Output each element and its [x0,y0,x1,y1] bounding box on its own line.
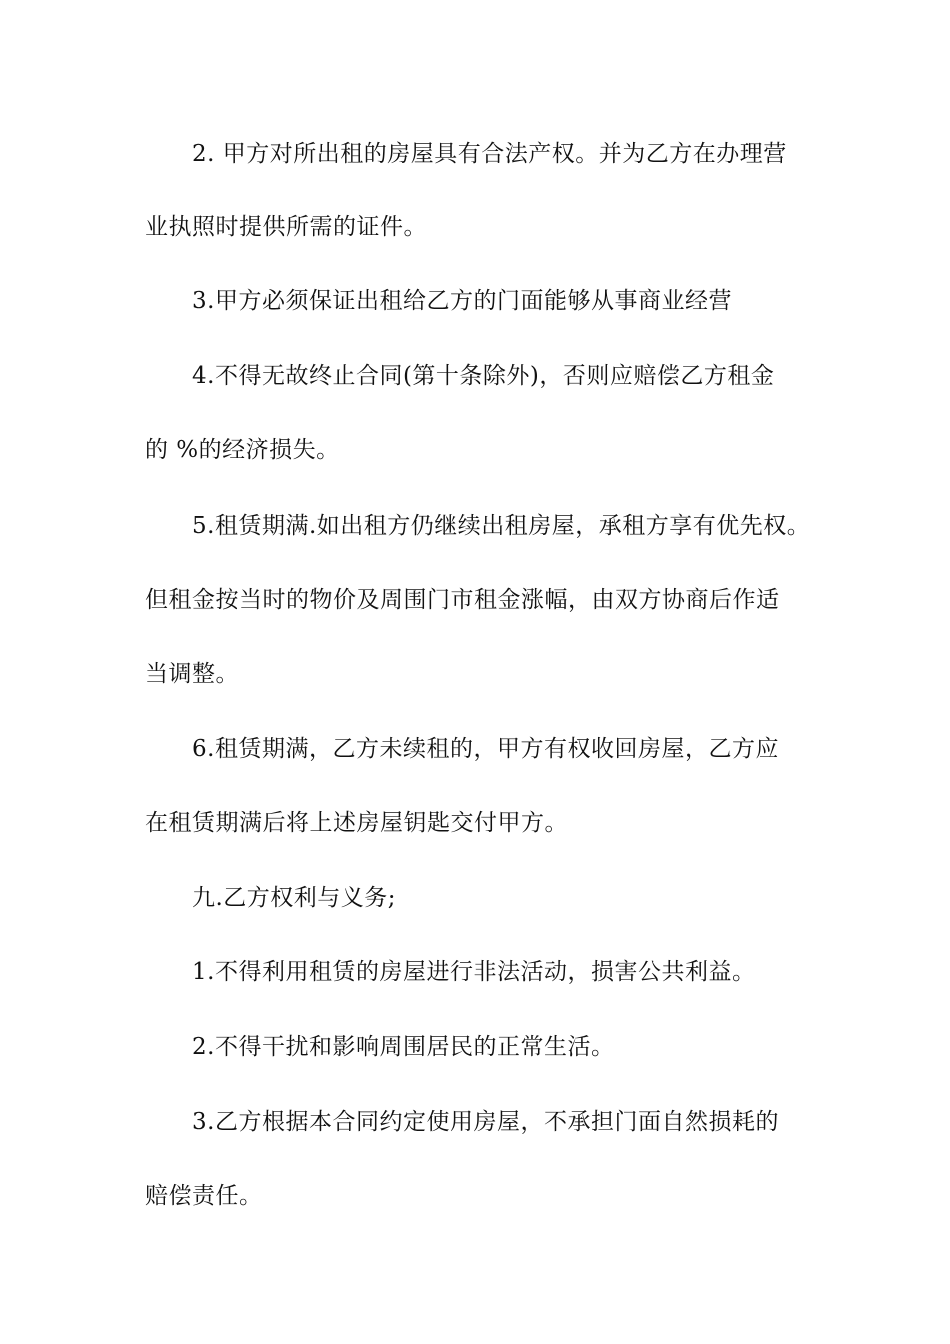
paragraph-line: 但租金按当时的物价及周围门市租金涨幅，由双方协商后作适 [145,587,780,613]
paragraph-line: 4.不得无故终止合同(第十条除外)，否则应赔偿乙方租金 [192,363,775,389]
paragraph-line: 2. 甲方对所出租的房屋具有合法产权。并为乙方在办理营 [192,141,787,167]
paragraph-line: 当调整。 [145,661,239,687]
paragraph-line: 2.不得干扰和影响周围居民的正常生活。 [192,1034,615,1060]
paragraph-line: 3.乙方根据本合同约定使用房屋，不承担门面自然损耗的 [192,1109,779,1135]
paragraph-line: 6.租赁期满，乙方未续租的，甲方有权收回房屋，乙方应 [192,736,779,762]
paragraph-line: 3.甲方必须保证出租给乙方的门面能够从事商业经营 [192,288,732,314]
paragraph-line: 赔偿责任。 [145,1183,263,1209]
section-heading: 九.乙方权利与义务; [192,885,397,911]
paragraph-line: 的 %的经济损失。 [145,437,340,463]
paragraph-line: 业执照时提供所需的证件。 [145,214,427,240]
paragraph-line: 在租赁期满后将上述房屋钥匙交付甲方。 [145,810,568,836]
paragraph-line: 1.不得利用租赁的房屋进行非法活动，损害公共利益。 [192,959,756,985]
paragraph-line: 5.租赁期满.如出租方仍继续出租房屋，承租方享有优先权。 [192,513,811,539]
